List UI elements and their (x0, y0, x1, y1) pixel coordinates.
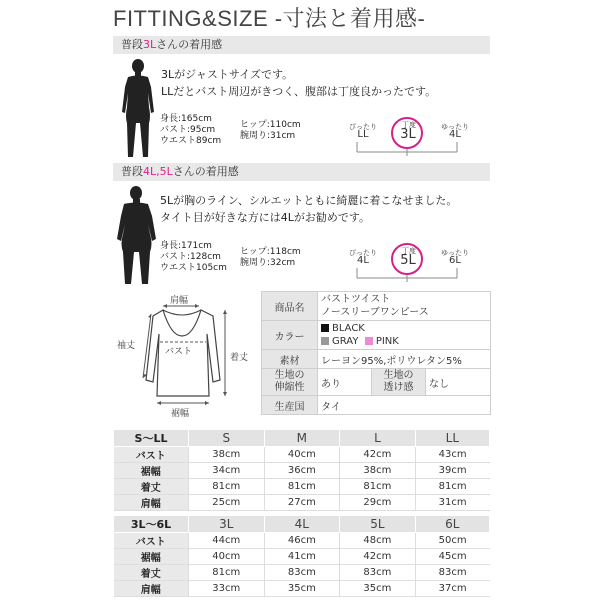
origin-key: 生産国 (262, 396, 318, 415)
product-name-key: 商品名 (262, 292, 318, 321)
table-row: 裾幅 40cm 41cm 42cm 45cm (114, 549, 490, 565)
model1-description: 3Lがジャストサイズです。 LLだとバスト周辺がきつく、腹部は丁度良かったです。 (161, 68, 437, 98)
stretch-value: あり (318, 369, 372, 396)
table1-corner: S～LL (114, 430, 189, 447)
color-list: BLACK GRAY PINK (318, 321, 491, 350)
product-info-table (261, 291, 491, 415)
pink-swatch (365, 337, 373, 345)
material-value: レーヨン95%,ポリウレタン5% (318, 350, 491, 369)
table-row: 着丈 81cm 83cm 83cm 83cm (114, 565, 490, 581)
table-row: 着丈 81cm 81cm 81cm 81cm (114, 479, 490, 495)
model2-silhouette-icon (114, 184, 160, 290)
table1-size-col: M (264, 430, 340, 447)
table-row: 肩幅 33cm 35cm 35cm 37cm (114, 581, 490, 597)
bust-label: バスト (165, 347, 193, 357)
length-label: 着丈 (230, 353, 249, 363)
table2-corner: 3L～6L (114, 516, 189, 533)
sheer-key: 生地の 透け感 (372, 369, 426, 396)
model1-fit-scale: ぴったり LL 丁度 3L ゆったり 4L (345, 112, 475, 162)
model1-size: 3L (143, 38, 157, 51)
model2-size: 4L,5L (143, 165, 173, 178)
table2-size-col: 6L (415, 516, 489, 533)
sheer-value: なし (426, 369, 491, 396)
size-table-3l-6l (113, 515, 490, 597)
model1-stats-right: ヒップ:110cm 腕周り:31cm (240, 120, 301, 141)
table-row: バスト 44cm 46cm 48cm 50cm (114, 533, 490, 549)
table-row: 肩幅 25cm 27cm 29cm 31cm (114, 495, 490, 511)
page-title: FITTING&SIZE -寸法と着用感- (113, 6, 426, 31)
table1-size-col: L (340, 430, 416, 447)
color-key: カラー (262, 321, 318, 350)
material-key: 素材 (262, 350, 318, 369)
table1-size-col: S (189, 430, 265, 447)
model2-stats-right: ヒップ:118cm 腕周り:32cm (240, 247, 301, 268)
model2-stats-left: 身長:171cm バスト:128cm ウエスト105cm (160, 241, 227, 273)
origin-value: タイ (318, 396, 491, 415)
black-swatch (321, 324, 329, 332)
shoulder-label: 肩幅 (170, 296, 189, 306)
model2-header: 普段4L,5Lさんの着用感 (113, 163, 490, 181)
model2-fit-scale: ぴったり 4L 丁度 5L ゆったり 6L (345, 238, 475, 288)
product-name: バストツイスト ノースリーブワンピース (318, 292, 491, 321)
model1-silhouette-icon (118, 57, 158, 163)
table2-size-col: 4L (264, 516, 340, 533)
model2-description: 5Lが胸のライン、シルエットともに綺麗に着こなせました。 タイト目が好きな方には4Lがお勧めです。 (160, 194, 458, 224)
table2-size-col: 3L (189, 516, 265, 533)
gray-swatch (321, 337, 329, 345)
hem-label: 裾幅 (171, 409, 190, 419)
sleeve-label: 袖丈 (117, 341, 136, 351)
table1-size-col: LL (415, 430, 489, 447)
garment-diagram (113, 290, 258, 418)
stretch-key: 生地の 伸縮性 (262, 369, 318, 396)
size-table-s-ll (113, 429, 490, 511)
table2-size-col: 5L (340, 516, 416, 533)
model1-header: 普段3Lさんの着用感 (113, 36, 490, 54)
table-row: 裾幅 34cm 36cm 38cm 39cm (114, 463, 490, 479)
model1-stats-left: 身長:165cm バスト:95cm ウエスト89cm (160, 114, 222, 146)
table-row: バスト 38cm 40cm 42cm 43cm (114, 447, 490, 463)
